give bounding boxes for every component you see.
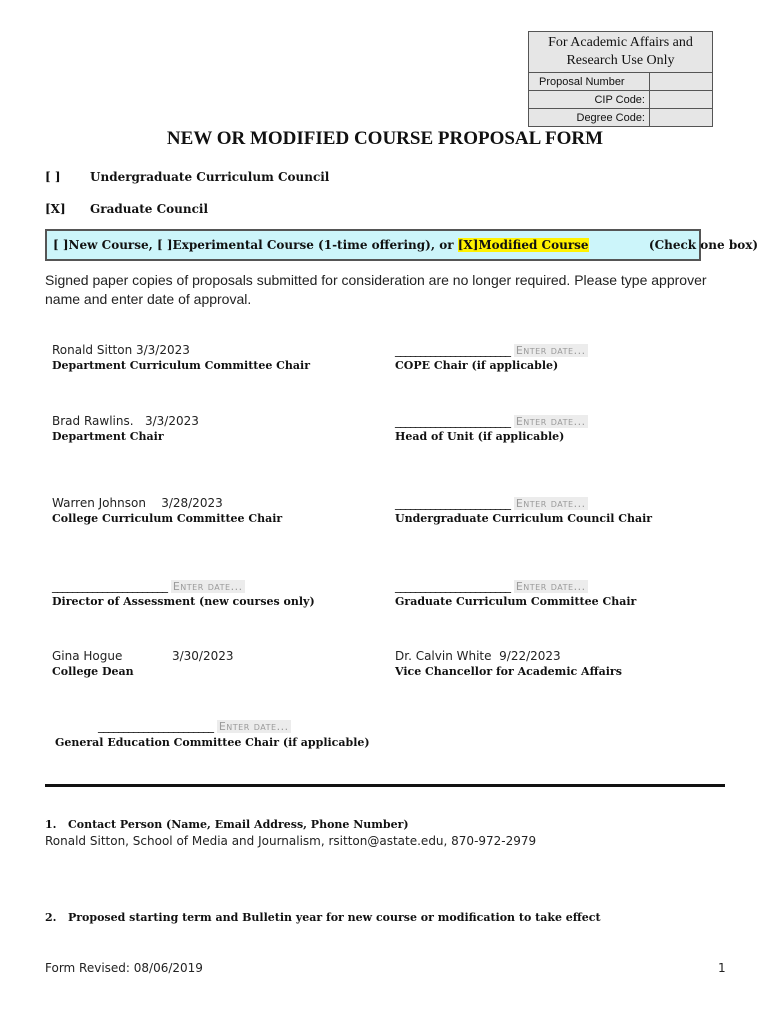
- date-field-ucc[interactable]: Enter date...: [515, 497, 586, 510]
- signature-blank: _______________________: [52, 579, 167, 593]
- signature-blank: _______________________: [395, 496, 510, 510]
- academic-affairs-box: [528, 31, 713, 127]
- date-field-cope[interactable]: Enter date...: [515, 344, 586, 357]
- signature-blank: _______________________: [395, 414, 510, 428]
- approver-name-dept-chair[interactable]: Brad Rawlins. 3/3/2023: [52, 414, 199, 428]
- approval-notice: Signed paper copies of proposals submitted for consideration are no longer required. Please type approver name and enter date of approval.: [45, 272, 707, 307]
- approver-line-gcc[interactable]: [395, 579, 588, 593]
- degree-code-field[interactable]: [650, 109, 713, 127]
- page-number: 1: [718, 961, 726, 975]
- role-gen-ed-chair: General Education Committee Chair (if applicable): [55, 736, 370, 749]
- approver-name-college-dean[interactable]: Gina Hogue 3/30/2023: [52, 649, 234, 663]
- date-field-gen-ed[interactable]: Enter date...: [218, 720, 289, 733]
- signature-blank: _______________________: [395, 343, 510, 357]
- approver-name-dept-curriculum[interactable]: Ronald Sitton 3/3/2023: [52, 343, 190, 357]
- date-field-assessment[interactable]: Enter date...: [172, 580, 243, 593]
- academic-affairs-heading: For Academic Affairs and Research Use Only: [529, 32, 713, 73]
- proposal-number-label: Proposal Number: [529, 73, 650, 91]
- date-field-gcc[interactable]: Enter date...: [515, 580, 586, 593]
- question-1-number: 1.: [45, 818, 57, 831]
- approver-name-college-curriculum[interactable]: Warren Johnson 3/28/2023: [52, 496, 223, 510]
- role-dept-curriculum-chair: Department Curriculum Committee Chair: [52, 359, 311, 372]
- option-experimental-course[interactable]: [ ]Experimental Course (1-time offering),: [157, 238, 435, 252]
- checkbox-undergraduate[interactable]: [ ]: [45, 170, 61, 184]
- or-text: or: [439, 238, 454, 252]
- council-option-graduate[interactable]: [45, 202, 208, 216]
- form-revised-date: Form Revised: 08/06/2019: [45, 961, 203, 975]
- question-2-heading: [45, 911, 601, 924]
- approver-line-cope[interactable]: [395, 343, 588, 357]
- role-college-dean: College Dean: [52, 665, 134, 678]
- role-cope-chair: COPE Chair (if applicable): [395, 359, 559, 372]
- approver-line-gen-ed[interactable]: [98, 719, 291, 733]
- role-ucc-chair: Undergraduate Curriculum Council Chair: [395, 512, 653, 525]
- role-director-assessment: Director of Assessment (new courses only): [52, 595, 315, 608]
- section-divider: [45, 784, 725, 787]
- course-type-box: [45, 229, 759, 261]
- council-option-undergraduate[interactable]: [45, 170, 329, 184]
- modified-checkbox[interactable]: [X]: [457, 238, 479, 252]
- checkbox-graduate[interactable]: [X]: [45, 202, 66, 216]
- council-label-graduate: Graduate Council: [90, 202, 209, 216]
- approver-line-head-of-unit[interactable]: [395, 414, 588, 428]
- council-label-undergraduate: Undergraduate Curriculum Council: [90, 170, 330, 184]
- cip-code-label: CIP Code:: [529, 91, 650, 109]
- question-2-number: 2.: [45, 911, 57, 924]
- degree-code-label: Degree Code:: [529, 109, 650, 127]
- role-dept-chair: Department Chair: [52, 430, 164, 443]
- approver-line-ucc[interactable]: [395, 496, 588, 510]
- role-head-of-unit: Head of Unit (if applicable): [395, 430, 565, 443]
- proposal-number-field[interactable]: [650, 73, 713, 91]
- question-1-text: Contact Person (Name, Email Address, Phone Number): [67, 818, 409, 831]
- question-1-heading: [45, 818, 409, 831]
- check-one-instruction: (Check one box): [648, 238, 759, 252]
- question-2-text: Proposed starting term and Bulletin year for new course or modification to take effect: [67, 911, 601, 924]
- signature-blank: _______________________: [395, 579, 510, 593]
- modified-label: Modified Course: [478, 238, 589, 252]
- role-gcc-chair: Graduate Curriculum Committee Chair: [395, 595, 637, 608]
- form-title: NEW OR MODIFIED COURSE PROPOSAL FORM: [166, 128, 604, 149]
- date-field-head-of-unit[interactable]: Enter date...: [515, 415, 586, 428]
- role-college-curriculum-chair: College Curriculum Committee Chair: [52, 512, 283, 525]
- question-1-answer[interactable]: Ronald Sitton, School of Media and Journalism, rsitton@astate.edu, 870-972-2979: [45, 834, 537, 848]
- option-modified-course[interactable]: [458, 238, 589, 252]
- cip-code-field[interactable]: [650, 91, 713, 109]
- signature-blank: _______________________: [98, 719, 213, 733]
- option-new-course[interactable]: [ ]New Course,: [53, 238, 153, 252]
- approver-line-assessment[interactable]: [52, 579, 245, 593]
- role-vice-chancellor: Vice Chancellor for Academic Affairs: [395, 665, 622, 678]
- approver-name-vice-chancellor[interactable]: Dr. Calvin White 9/22/2023: [395, 649, 561, 663]
